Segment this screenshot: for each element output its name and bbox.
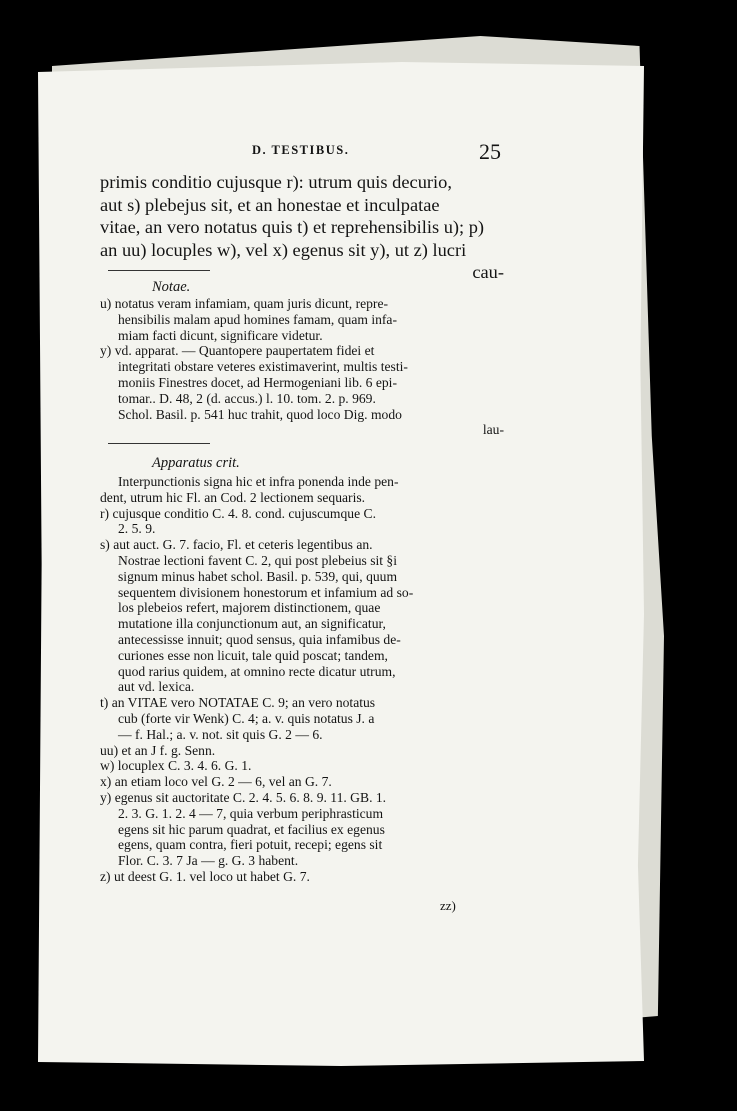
apparatus-block xyxy=(100,474,504,885)
main-line: aut s) plebejus sit, et an honestae et inculpatae xyxy=(100,194,440,215)
note-line: integritati obstare veteres existimaverint, multis testi- xyxy=(118,359,408,375)
main-line: an uu) locuples w), vel x) egenus sit y), ut z) lucri xyxy=(100,239,467,260)
apparatus-line: mutatione illa conjunctionum aut, an significatur, xyxy=(118,616,386,632)
apparatus-line: aut vd. lexica. xyxy=(118,679,195,695)
apparatus-line: signum minus habet schol. Basil. p. 539, qui, quum xyxy=(118,568,398,584)
apparatus-line: uu) et an J f. g. Senn. xyxy=(100,742,216,758)
page-number: 25 xyxy=(479,139,501,164)
running-header: D. TESTIBUS. xyxy=(252,143,350,157)
note-line: y) vd. apparat. — Quantopere paupertatem fidei et xyxy=(100,343,375,359)
apparatus-line: z) ut deest G. 1. vel loco ut habet G. 7. xyxy=(100,868,310,884)
note-line: tomar.. D. 48, 2 (d. accus.) l. 10. tom. 2. p. 969. xyxy=(118,390,376,406)
apparatus-line: Interpunctionis signa hic et infra ponenda inde pen- xyxy=(118,474,399,489)
apparatus-line: y) egenus sit auctoritate C. 2. 4. 5. 6. 8. 9. 11. GB. 1. xyxy=(100,789,387,805)
apparatus-line: 2. 3. G. 1. 2. 4 — 7, quia verbum periphrasticum xyxy=(118,805,384,821)
apparatus-line: 2. 5. 9. xyxy=(118,521,156,537)
apparatus-line: s) aut auct. G. 7. facio, Fl. et ceteris legentibus an. xyxy=(100,537,373,553)
apparatus-line: egens sit hic parum quadrat, et facilius ex egenus xyxy=(118,821,385,837)
apparatus-line: t) an VITAE vero NOTATAE C. 9; an vero notatus xyxy=(100,695,376,711)
apparatus-line: Flor. C. 3. 7 Ja — g. G. 3 habent. xyxy=(118,853,299,869)
main-text xyxy=(100,171,504,284)
apparatus-line: los plebeios refert, majorem distinctionem, quae xyxy=(118,600,381,616)
apparatus-heading: Apparatus crit. xyxy=(152,455,240,471)
notes-heading: Notae. xyxy=(152,279,191,295)
notes-divider xyxy=(108,270,210,271)
main-line: vitae, an vero notatus quis t) et reprehensibilis u); p) xyxy=(100,217,485,238)
apparatus-line: dent, utrum hic Fl. an Cod. 2 lectionem sequaris. xyxy=(100,489,366,505)
note-line: Schol. Basil. p. 541 huc trahit, quod loco Dig. modo xyxy=(118,406,402,422)
note-line: lau- xyxy=(482,422,504,438)
main-line: primis conditio cujusque r): utrum quis decurio, xyxy=(100,172,452,192)
apparatus-line: r) cujusque conditio C. 4. 8. cond. cujuscumque C. xyxy=(100,505,376,521)
apparatus-line: sequentem divisionem honestorum et infamium ad so- xyxy=(118,584,414,600)
apparatus-line: — f. Hal.; a. v. not. sit quis G. 2 — 6. xyxy=(118,726,323,742)
main-line: cau- xyxy=(472,262,504,283)
apparatus-line: curiones esse non licuit, tale quid poscat; tandem, xyxy=(118,647,388,663)
note-line: miam facti dicunt, significare videtur. xyxy=(118,327,323,343)
apparatus-line: antecessisse innuit; quod sensus, quia infamibus de- xyxy=(118,631,401,647)
apparatus-line: w) locuplex C. 3. 4. 6. G. 1. xyxy=(100,758,252,774)
apparatus-line: x) an etiam loco vel G. 2 — 6, vel an G. 7. xyxy=(100,774,332,790)
note-line: u) notatus veram infamiam, quam juris dicunt, repre- xyxy=(100,296,389,311)
apparatus-line: quod rarius quidem, at omnino recte dicatur utrum, xyxy=(118,663,396,679)
note-line: moniis Finestres docet, ad Hermogeniani lib. 6 epi- xyxy=(118,374,397,390)
catchword: zz) xyxy=(440,898,456,913)
notes-block xyxy=(100,296,504,438)
apparatus-divider xyxy=(108,443,210,444)
apparatus-line: Nostrae lectioni favent C. 2, qui post plebeius sit §i xyxy=(118,552,398,568)
apparatus-line: cub (forte vir Wenk) C. 4; a. v. quis notatus J. a xyxy=(118,710,375,726)
apparatus-line: egens, quam contra, fieri potuit, recepi; egens sit xyxy=(118,837,383,853)
note-line: hensibilis malam apud homines famam, quam infa- xyxy=(118,311,397,327)
